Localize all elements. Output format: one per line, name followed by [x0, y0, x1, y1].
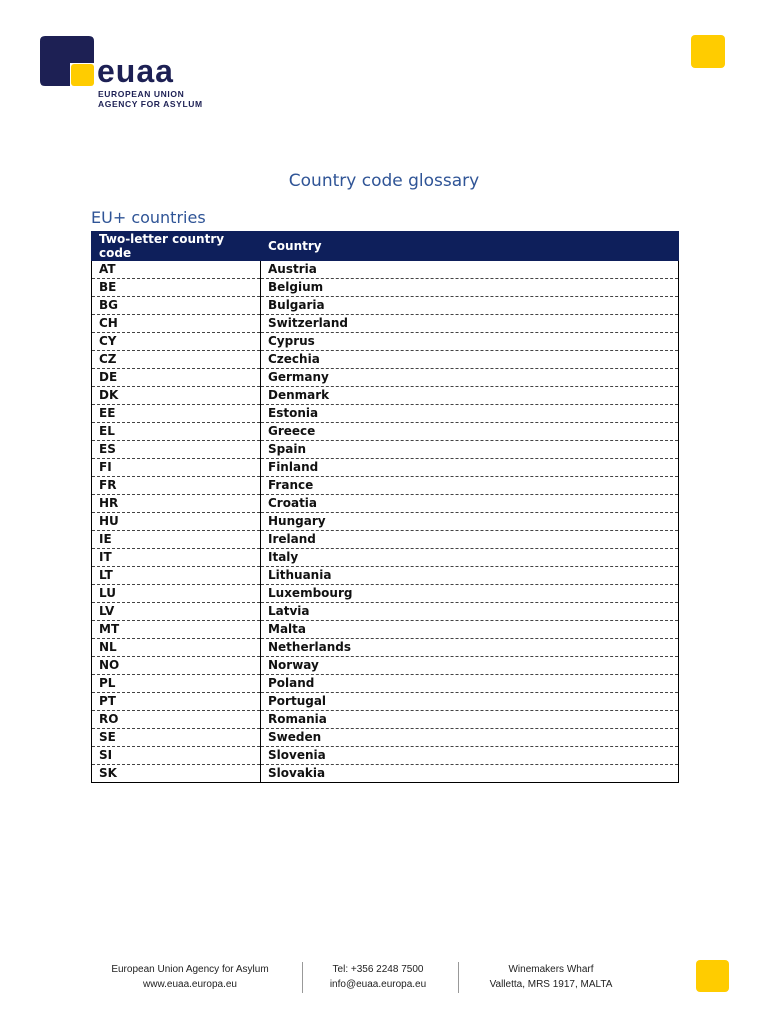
table-body — [92, 261, 679, 783]
table-row — [92, 675, 679, 693]
table-row — [92, 603, 679, 621]
country-code-cell: PL — [92, 675, 261, 693]
country-code-cell: HR — [92, 495, 261, 513]
country-name-cell: Slovenia — [261, 747, 679, 765]
footer-contact — [318, 962, 438, 992]
footer-org-name: European Union Agency for Asylum — [111, 964, 269, 975]
country-name-cell: Bulgaria — [261, 297, 679, 315]
country-code-cell: RO — [92, 711, 261, 729]
country-name-cell: Poland — [261, 675, 679, 693]
euaa-logo-icon — [40, 36, 94, 86]
corner-square-top — [691, 35, 725, 68]
country-code-cell: LT — [92, 567, 261, 585]
country-name-cell: Cyprus — [261, 333, 679, 351]
table-row — [92, 747, 679, 765]
country-name-cell: Switzerland — [261, 315, 679, 333]
country-code-cell: FI — [92, 459, 261, 477]
country-code-cell: DK — [92, 387, 261, 405]
country-name-cell: Romania — [261, 711, 679, 729]
country-code-cell: AT — [92, 261, 261, 279]
country-name-cell: Czechia — [261, 351, 679, 369]
country-name-cell: Italy — [261, 549, 679, 567]
footer-org — [110, 962, 270, 992]
table-row — [92, 333, 679, 351]
table-row — [92, 279, 679, 297]
country-code-cell: CY — [92, 333, 261, 351]
footer-divider — [302, 962, 303, 993]
country-name-cell: Luxembourg — [261, 585, 679, 603]
table-row — [92, 549, 679, 567]
country-code-cell: LV — [92, 603, 261, 621]
table-row — [92, 459, 679, 477]
country-code-cell: NL — [92, 639, 261, 657]
country-name-cell: Portugal — [261, 693, 679, 711]
table-row — [92, 369, 679, 387]
country-name-cell: Austria — [261, 261, 679, 279]
footer-tel: Tel: +356 2248 7500 — [332, 964, 424, 975]
country-name-cell: Hungary — [261, 513, 679, 531]
country-code-cell: FR — [92, 477, 261, 495]
country-name-cell: Malta — [261, 621, 679, 639]
table-row — [92, 405, 679, 423]
country-name-cell: Spain — [261, 441, 679, 459]
table-row — [92, 477, 679, 495]
table-row — [92, 567, 679, 585]
country-name-cell: Germany — [261, 369, 679, 387]
country-code-cell: MT — [92, 621, 261, 639]
footer-address-line1: Winemakers Wharf — [508, 964, 594, 975]
country-code-cell: DE — [92, 369, 261, 387]
country-code-cell: CH — [92, 315, 261, 333]
table-row — [92, 729, 679, 747]
country-code-cell: SI — [92, 747, 261, 765]
country-name-cell: Belgium — [261, 279, 679, 297]
country-name-cell: France — [261, 477, 679, 495]
country-name-cell: Netherlands — [261, 639, 679, 657]
table-row — [92, 423, 679, 441]
table-row — [92, 351, 679, 369]
table-row — [92, 621, 679, 639]
footer-email-link[interactable]: info@euaa.europa.eu — [329, 979, 427, 990]
table-row — [92, 585, 679, 603]
country-code-cell: EE — [92, 405, 261, 423]
page-title: Country code glossary — [288, 171, 480, 191]
country-code-cell: EL — [92, 423, 261, 441]
table-row — [92, 657, 679, 675]
logo-subtitle-line2: AGENCY FOR ASYLUM — [98, 99, 203, 109]
header-code: Two-letter country code — [92, 232, 261, 261]
country-name-cell: Slovakia — [261, 765, 679, 783]
table-row — [92, 711, 679, 729]
country-code-cell: CZ — [92, 351, 261, 369]
table-row — [92, 513, 679, 531]
country-name-cell: Sweden — [261, 729, 679, 747]
country-code-cell: BE — [92, 279, 261, 297]
table-row — [92, 261, 679, 279]
country-name-cell: Greece — [261, 423, 679, 441]
country-name-cell: Latvia — [261, 603, 679, 621]
country-code-cell: ES — [92, 441, 261, 459]
table-row — [92, 495, 679, 513]
table-row — [92, 693, 679, 711]
table-row — [92, 387, 679, 405]
country-code-cell: BG — [92, 297, 261, 315]
country-code-cell: SK — [92, 765, 261, 783]
country-code-cell: SE — [92, 729, 261, 747]
footer-address-line2: Valletta, MRS 1917, MALTA — [489, 979, 613, 990]
country-name-cell: Croatia — [261, 495, 679, 513]
table-header-row — [92, 232, 679, 261]
logo-wordmark: euaa — [97, 53, 174, 89]
table-row — [92, 639, 679, 657]
header-country: Country — [261, 232, 679, 261]
footer-address — [480, 962, 622, 992]
country-name-cell: Estonia — [261, 405, 679, 423]
table-row — [92, 315, 679, 333]
country-name-cell: Lithuania — [261, 567, 679, 585]
country-name-cell: Finland — [261, 459, 679, 477]
table-row — [92, 765, 679, 783]
country-code-cell: HU — [92, 513, 261, 531]
table-row — [92, 531, 679, 549]
country-name-cell: Ireland — [261, 531, 679, 549]
footer-divider — [458, 962, 459, 993]
footer-website-link[interactable]: www.euaa.europa.eu — [143, 979, 237, 990]
country-code-cell: PT — [92, 693, 261, 711]
table-row — [92, 441, 679, 459]
logo-subtitle-line1: EUROPEAN UNION — [98, 89, 185, 99]
country-code-cell: IT — [92, 549, 261, 567]
table-row — [92, 297, 679, 315]
country-code-table — [91, 231, 679, 783]
corner-square-bottom — [696, 960, 729, 992]
section-heading: EU+ countries — [91, 208, 206, 227]
country-code-cell: LU — [92, 585, 261, 603]
country-code-cell: IE — [92, 531, 261, 549]
country-name-cell: Denmark — [261, 387, 679, 405]
country-name-cell: Norway — [261, 657, 679, 675]
country-code-cell: NO — [92, 657, 261, 675]
